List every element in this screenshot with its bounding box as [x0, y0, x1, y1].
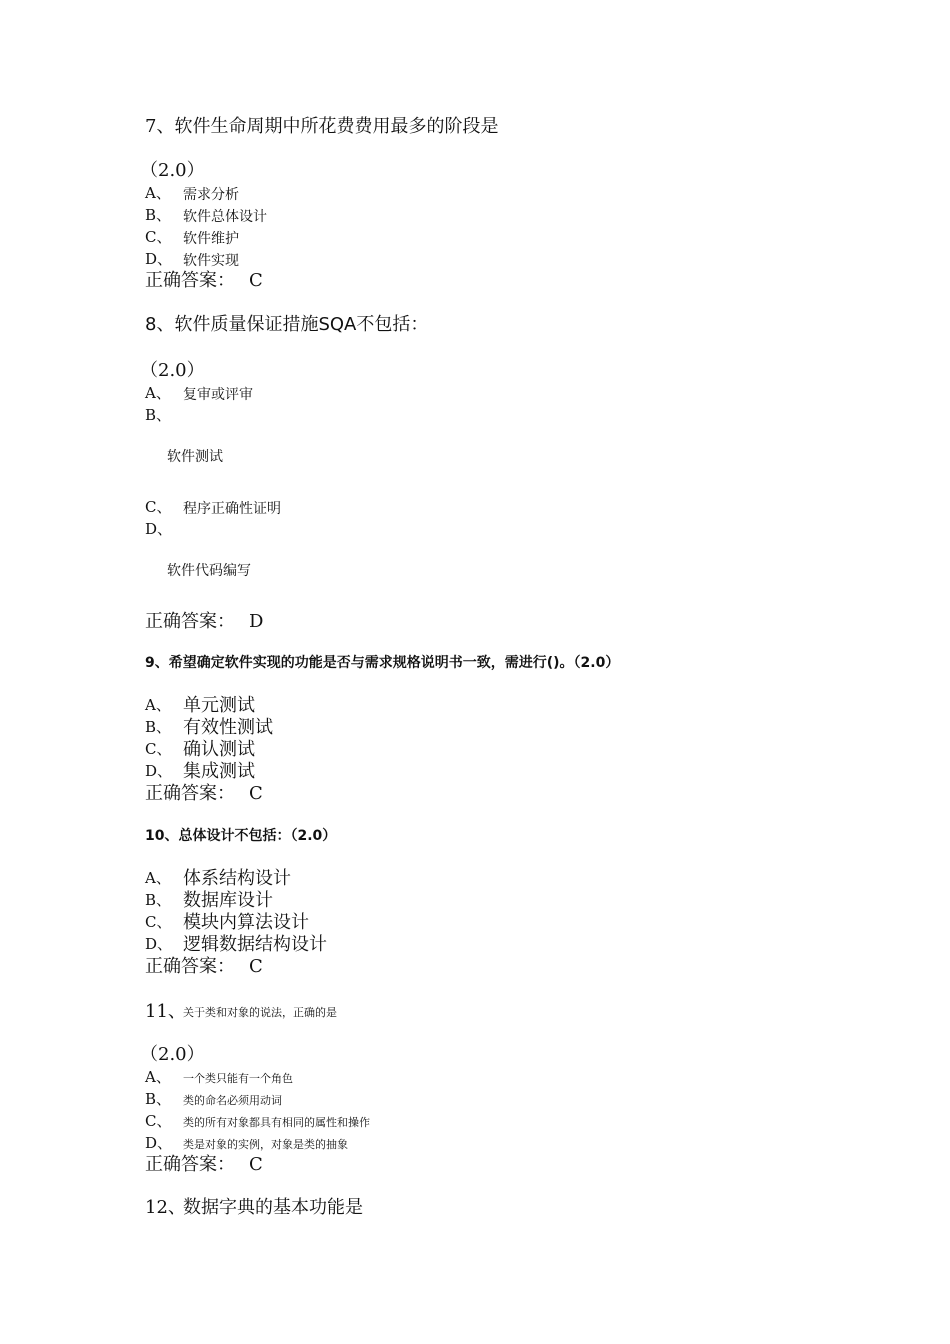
question-11-option-d-text: 类是对象的实例，对象是类的抽象	[183, 1138, 348, 1151]
question-10-option-d-letter: D、	[145, 935, 173, 953]
question-9-option-d-text: 集成测试	[183, 761, 255, 782]
question-8-option-a-text: 复审或评审	[183, 387, 253, 403]
question-8-option-b-letter: B、	[145, 406, 172, 424]
question-9-option-a-text: 单元测试	[183, 695, 255, 716]
question-8-option-c-letter: C、	[145, 498, 172, 516]
question-10-answer: C	[249, 956, 263, 977]
question-8-option-c-text: 程序正确性证明	[183, 501, 281, 517]
question-9-option-d-letter: D、	[145, 762, 173, 780]
question-7-option-b-letter: B、	[145, 206, 172, 224]
question-9-option-c-letter: C、	[145, 740, 172, 758]
question-7-option-d-letter: D、	[145, 250, 173, 268]
question-11-option-c-letter: C、	[145, 1112, 172, 1130]
question-10-option-b-text: 数据库设计	[183, 890, 273, 911]
question-11-title: 关于类和对象的说法，正确的是	[183, 1006, 337, 1019]
question-9-title: 9、希望确定软件实现的功能是否与需求规格说明书一致，需进行()。（2.0）	[145, 655, 620, 671]
question-7-option-a-text: 需求分析	[183, 187, 239, 203]
question-11-answer-label: 正确答案：	[145, 1154, 235, 1175]
question-9-option-b-text: 有效性测试	[183, 717, 273, 738]
question-9-option-c-text: 确认测试	[183, 739, 255, 760]
question-10-option-b-letter: B、	[145, 891, 172, 909]
question-8-option-a-letter: A、	[145, 384, 171, 402]
question-8-option-d-text: 软件代码编写	[167, 563, 251, 579]
question-12-title: 数据字典的基本功能是	[183, 1197, 363, 1218]
question-11-option-a-letter: A、	[145, 1068, 171, 1086]
question-10-option-c-text: 模块内算法设计	[183, 912, 309, 933]
question-10-option-c-letter: C、	[145, 913, 172, 931]
question-8-option-b-text: 软件测试	[167, 449, 223, 465]
question-11-option-d-letter: D、	[145, 1134, 173, 1152]
question-7-score: （2.0）	[140, 160, 205, 181]
question-9-answer: C	[249, 783, 263, 804]
question-7-option-b-text: 软件总体设计	[183, 209, 267, 225]
question-7-option-c-letter: C、	[145, 228, 172, 246]
question-8-answer: D	[249, 611, 264, 632]
question-11-option-b-letter: B、	[145, 1090, 172, 1108]
question-11-option-a-text: 一个类只能有一个角色	[183, 1072, 293, 1085]
question-10-title: 10、总体设计不包括：（2.0）	[145, 828, 337, 844]
question-11-option-b-text: 类的命名必须用动词	[183, 1094, 282, 1107]
question-7-answer-label: 正确答案：	[145, 270, 235, 291]
question-8-answer-label: 正确答案：	[145, 611, 235, 632]
question-11-number: 11、	[145, 1001, 186, 1022]
question-7-option-d-text: 软件实现	[183, 253, 239, 269]
question-12-number: 12、	[145, 1197, 186, 1218]
question-10-option-a-text: 体系结构设计	[183, 868, 291, 889]
question-9-option-a-letter: A、	[145, 696, 171, 714]
question-11-score: （2.0）	[140, 1044, 205, 1065]
question-11-option-c-text: 类的所有对象都具有相同的属性和操作	[183, 1116, 370, 1129]
question-11-answer: C	[249, 1154, 263, 1175]
question-10-answer-label: 正确答案：	[145, 956, 235, 977]
question-7-option-c-text: 软件维护	[183, 231, 239, 247]
question-10-option-d-text: 逻辑数据结构设计	[183, 934, 327, 955]
question-8-option-d-letter: D、	[145, 520, 173, 538]
question-10-option-a-letter: A、	[145, 869, 171, 887]
question-8-score: （2.0）	[140, 360, 205, 381]
question-7-title: 7、软件生命周期中所花费费用最多的阶段是	[145, 116, 499, 137]
question-8-title: 8、软件质量保证措施SQA不包括：	[145, 314, 429, 335]
question-7-option-a-letter: A、	[145, 184, 171, 202]
question-9-answer-label: 正确答案：	[145, 783, 235, 804]
question-7-answer: C	[249, 270, 263, 291]
question-9-option-b-letter: B、	[145, 718, 172, 736]
